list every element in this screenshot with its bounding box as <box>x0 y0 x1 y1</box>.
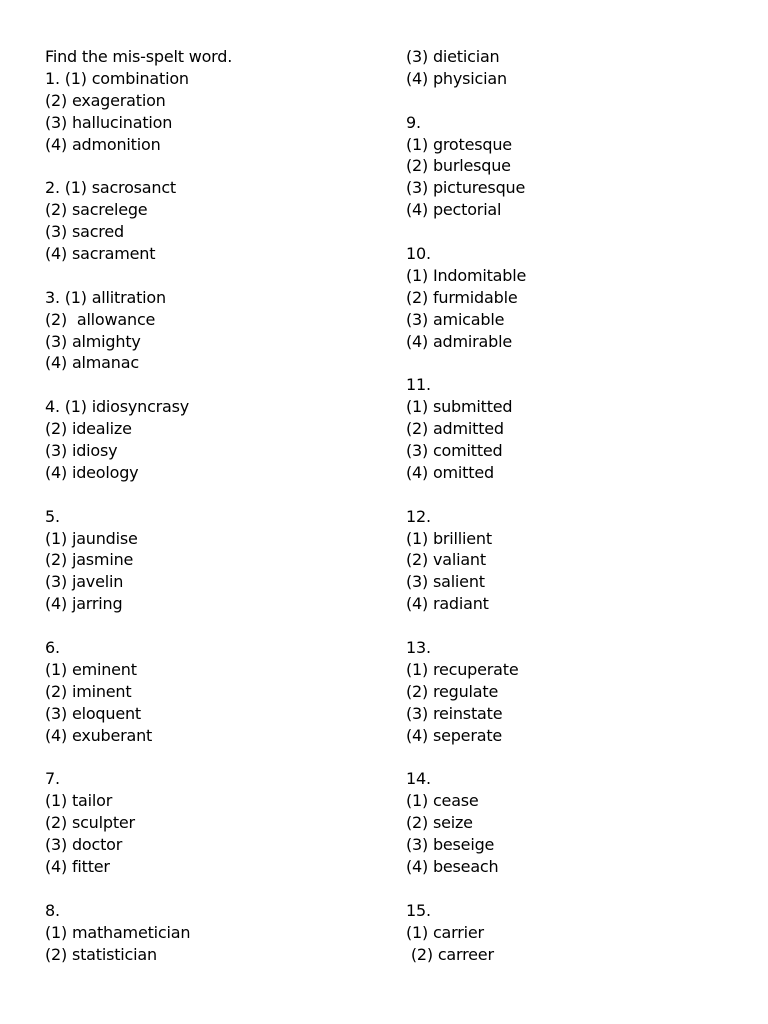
option-line: (4) seperate <box>406 725 503 745</box>
blank-line <box>45 878 385 900</box>
option-line: (1) recuperate <box>406 659 519 679</box>
blank-line <box>45 374 385 396</box>
option-line: (3) picturesque <box>406 178 526 198</box>
blank-line <box>406 878 746 900</box>
option-line: (4) physician <box>406 68 507 88</box>
option-line: (4) omitted <box>406 462 494 482</box>
option-line: (2) jasmine <box>45 550 134 570</box>
option-line: (2) idealize <box>45 419 132 439</box>
option-line: (2) furmidable <box>406 287 518 307</box>
question-first-option: 4. (1) idiosyncrasy <box>45 397 190 417</box>
option-line: (3) comitted <box>406 441 503 461</box>
option-line: (2) iminent <box>45 681 132 701</box>
option-line: (1) jaundise <box>45 528 138 548</box>
option-line: (3) javelin <box>45 572 124 592</box>
question-first-option: 3. (1) allitration <box>45 287 166 307</box>
option-line: (3) amicable <box>406 309 505 329</box>
blank-line <box>45 265 385 287</box>
question-number: 11. <box>406 375 431 395</box>
option-line: (3) beseige <box>406 835 495 855</box>
option-line: (3) sacred <box>45 222 124 242</box>
option-line: (1) tailor <box>45 791 113 811</box>
right-column <box>406 46 746 965</box>
option-line: (3) salient <box>406 572 485 592</box>
option-line: (1) carrier <box>406 922 484 942</box>
blank-line <box>45 484 385 506</box>
option-line: (1) submitted <box>406 397 513 417</box>
option-line: (2) seize <box>406 813 473 833</box>
blank-line <box>406 484 746 506</box>
question-number: 10. <box>406 244 431 264</box>
blank-line <box>406 90 746 112</box>
option-line: (2) statistician <box>45 944 157 964</box>
option-line: (3) almighty <box>45 331 141 351</box>
question-first-option: 1. (1) combination <box>45 68 189 88</box>
question-number: 7. <box>45 769 60 789</box>
option-line: (4) pectorial <box>406 200 502 220</box>
blank-line <box>406 615 746 637</box>
blank-line <box>406 221 746 243</box>
option-line: (4) fitter <box>45 856 110 876</box>
option-line: (3) doctor <box>45 835 123 855</box>
question-number: 15. <box>406 900 431 920</box>
option-line: (3) idiosy <box>45 441 118 461</box>
option-line: (1) Indomitable <box>406 265 527 285</box>
blank-line <box>406 352 746 374</box>
option-line: (4) jarring <box>45 594 123 614</box>
left-column <box>45 46 385 965</box>
option-line: (4) radiant <box>406 594 489 614</box>
instruction-heading: Find the mis-spelt word. <box>45 47 233 66</box>
option-line: (2) sacrelege <box>45 200 148 220</box>
option-line: (4) admonition <box>45 134 161 154</box>
blank-line <box>45 615 385 637</box>
option-line: (4) exuberant <box>45 725 153 745</box>
option-line: (2) regulate <box>406 681 499 701</box>
blank-line <box>45 747 385 769</box>
question-number: 9. <box>406 112 421 132</box>
option-line: (4) sacrament <box>45 244 156 264</box>
option-line: (1) grotesque <box>406 134 512 154</box>
question-number: 13. <box>406 638 431 658</box>
option-line: (4) ideology <box>45 462 139 482</box>
option-line: (2) valiant <box>406 550 486 570</box>
question-number: 14. <box>406 769 431 789</box>
option-line: (4) almanac <box>45 353 139 373</box>
option-line: (3) hallucination <box>45 112 173 132</box>
option-line: (2) burlesque <box>406 156 511 176</box>
option-line: (3) eloquent <box>45 703 141 723</box>
option-line: (1) brillient <box>406 528 492 548</box>
option-line: (2) allowance <box>45 309 156 329</box>
question-number: 8. <box>45 900 60 920</box>
blank-line <box>406 747 746 769</box>
question-first-option: 2. (1) sacrosanct <box>45 178 177 198</box>
question-number: 6. <box>45 638 60 658</box>
option-line: (2) carreer <box>406 944 494 964</box>
question-number: 12. <box>406 506 431 526</box>
option-line: (3) dietician <box>406 47 500 66</box>
option-line: (1) eminent <box>45 659 137 679</box>
option-line: (4) beseach <box>406 856 499 876</box>
option-line: (4) admirable <box>406 331 512 351</box>
question-number: 5. <box>45 506 60 526</box>
option-line: (1) cease <box>406 791 479 811</box>
option-line: (3) reinstate <box>406 703 503 723</box>
option-line: (2) exageration <box>45 90 166 110</box>
option-line: (2) sculpter <box>45 813 135 833</box>
option-line: (2) admitted <box>406 419 504 439</box>
option-line: (1) mathametician <box>45 922 191 942</box>
blank-line <box>45 155 385 177</box>
